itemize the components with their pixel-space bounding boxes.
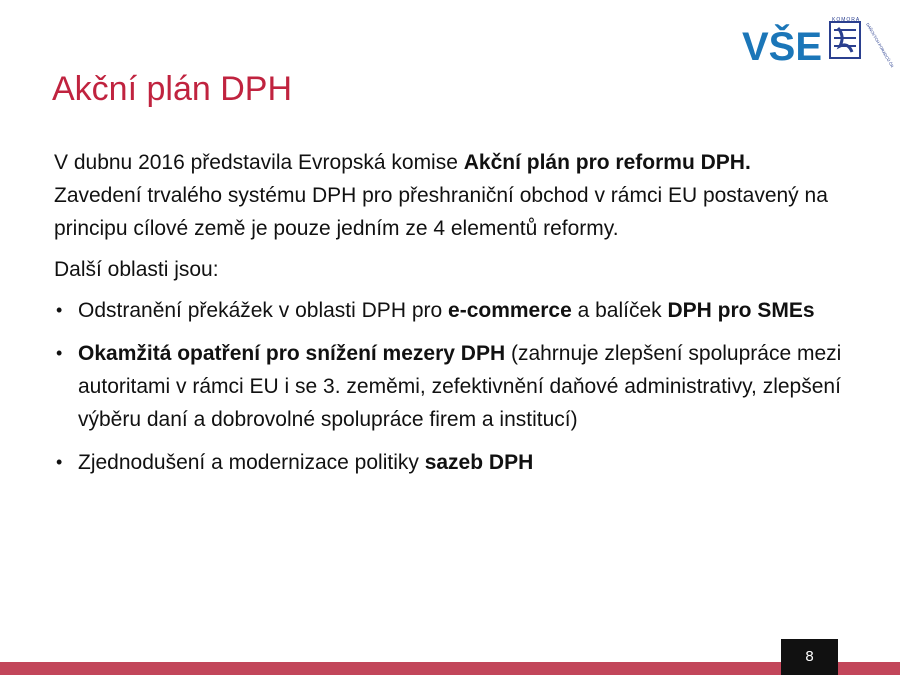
intro-text-1: V dubnu 2016 představila Evropská komise	[54, 151, 464, 174]
footer-bar	[0, 662, 900, 675]
page-number: 8	[781, 639, 838, 675]
vse-logo	[742, 22, 823, 69]
bullet-bold: e-commerce	[448, 299, 572, 322]
bullet-bold: Okamžitá opatření pro snížení mezery DPH	[78, 342, 506, 365]
bullet-bold: sazeb DPH	[424, 451, 534, 474]
intro-bold-action-plan: Akční plán pro reformu DPH.	[463, 151, 751, 174]
bullet-item-vat-gap	[54, 337, 844, 436]
bullet-item-ecommerce	[54, 294, 844, 327]
other-areas-label: Další oblasti jsou:	[54, 258, 219, 281]
bullet-icon: •	[56, 452, 63, 472]
bullet-icon: •	[56, 343, 63, 363]
bullet-text: Odstranění překážek v oblasti DPH pro	[78, 299, 449, 322]
bullet-text: Zjednodušení a modernizace politiky	[78, 451, 425, 474]
slide-content	[54, 146, 844, 489]
bullet-text: (zahrnuje zlepšení spolupráce mezi autoritami v rámci EU i se 3. zeměmi, zefektivnění daňové administrativy, zlepšení výběru daní a dobrovolné spolupráce firem a institucí)	[78, 342, 842, 431]
bullet-icon: •	[56, 300, 63, 320]
svg-text:DAŇOVÝCH PORADCŮ ČR: DAŇOVÝCH PORADCŮ ČR	[865, 22, 895, 69]
vse-logo-text: VŠE	[742, 25, 823, 69]
bullet-text: a balíček	[571, 299, 668, 322]
intro-paragraph	[54, 146, 844, 245]
intro-text-2: Zavedení trvalého systému DPH pro přeshraniční obchod v rámci EU postavený na principu cílové země je pouze jedním ze 4 elementů reformy.	[54, 184, 828, 240]
bullet-bold: DPH pro SMEs	[667, 299, 815, 322]
svg-text:KOMORA: KOMORA	[832, 17, 861, 23]
slide-title: Akční plán DPH	[52, 70, 292, 108]
bullet-list	[54, 294, 844, 479]
komora-logo	[826, 16, 895, 74]
bullet-item-rates	[54, 446, 844, 479]
